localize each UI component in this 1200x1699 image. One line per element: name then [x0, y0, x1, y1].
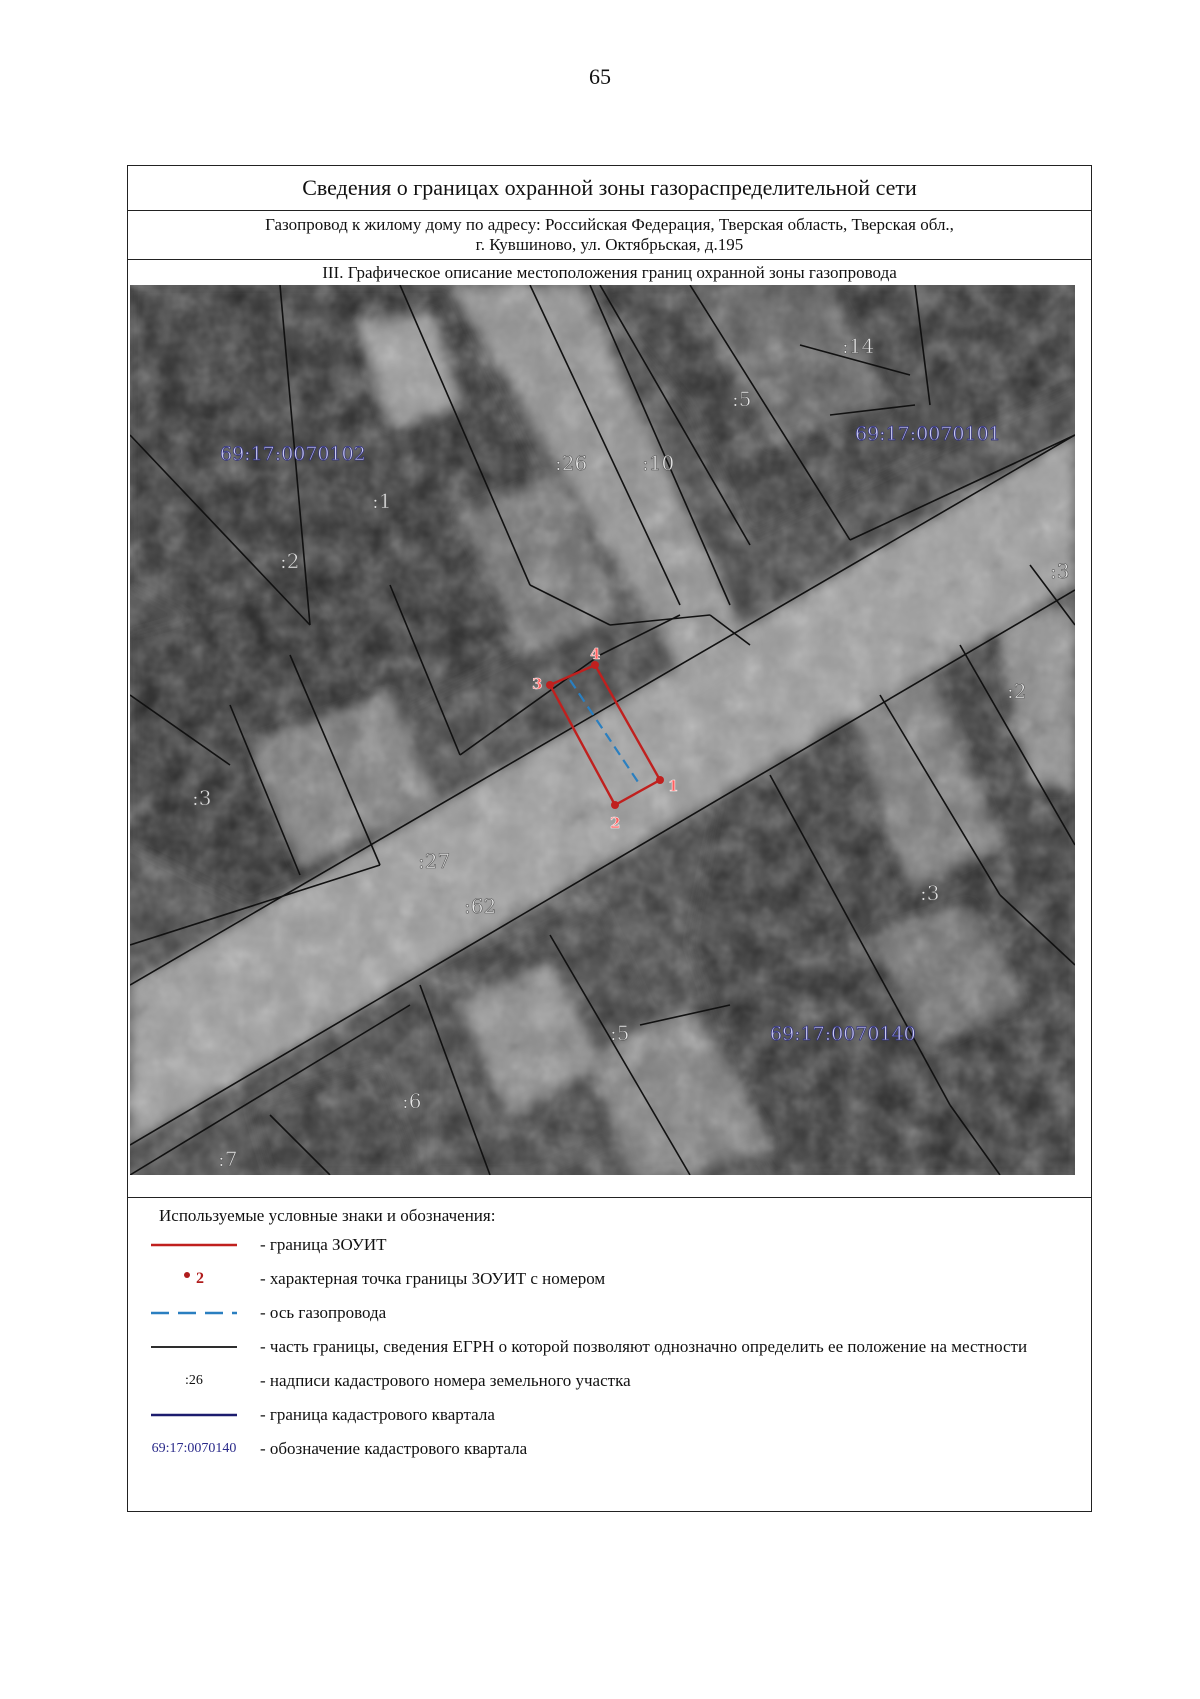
parcel-label-1: :1	[372, 489, 392, 513]
legend	[128, 1197, 1091, 1470]
legend-item-parcel-code	[128, 1368, 1091, 1402]
quarter-label-0070140: 69:17:0070140	[770, 1023, 916, 1045]
parcel-label-6: :6	[402, 1089, 422, 1113]
map-canvas	[130, 285, 1075, 1175]
navy-line-symbol	[128, 1402, 260, 1428]
point-number: 2	[196, 1270, 204, 1287]
zone-point-2[interactable]	[611, 801, 619, 809]
legend-text: - граница ЗОУИТ	[260, 1235, 387, 1254]
legend-text: - надписи кадастрового номера земельного участка	[260, 1371, 631, 1390]
red-point-symbol	[128, 1266, 260, 1292]
legend-item-zone-boundary	[128, 1232, 1091, 1266]
zone-point-3[interactable]	[546, 681, 554, 689]
parcel-label-2b: :2	[1007, 679, 1027, 703]
document-title: Сведения о границах охранной зоны газораспределительной сети	[128, 166, 1091, 211]
parcel-label-5b: :5	[610, 1021, 630, 1045]
parcel-label-7: :7	[218, 1147, 238, 1171]
legend-item-quarter-border	[128, 1402, 1091, 1436]
parcel-label-2a: :2	[280, 549, 300, 573]
address-line-1: Газопровод к жилому дому по адресу: Российская Федерация, Тверская область, Тверская обл.,	[265, 215, 954, 234]
legend-text: - граница кадастрового квартала	[260, 1405, 495, 1424]
legend-item-zone-point	[128, 1266, 1091, 1300]
parcel-label-14: :14	[842, 334, 875, 358]
object-address	[128, 211, 1091, 260]
document-frame	[127, 165, 1092, 1512]
parcel-label-27: :27	[418, 849, 451, 873]
parcel-label-3a: :3	[1050, 559, 1070, 583]
point-label-4: 4	[590, 645, 601, 663]
blue-dashed-line-symbol	[128, 1300, 260, 1326]
section-title: III. Графическое описание местоположения границ охранной зоны газопровода	[322, 262, 897, 282]
parcel-label-10: :10	[642, 451, 675, 475]
red-dot-icon	[184, 1272, 190, 1278]
point-label-1: 1	[668, 777, 679, 795]
parcel-label-62: :62	[464, 894, 497, 918]
legend-title: Используемые условные знаки и обозначения:	[159, 1206, 496, 1225]
legend-item-egrn-boundary	[128, 1334, 1091, 1368]
parcel-code-sample: :26	[185, 1373, 203, 1388]
imagery-texture	[130, 285, 1075, 1175]
parcel-label-5a: :5	[732, 387, 752, 411]
quarter-label-0070102: 69:17:0070102	[220, 443, 366, 465]
quarter-label-0070101: 69:17:0070101	[855, 423, 1001, 445]
page-number: 65	[589, 64, 611, 89]
point-label-3: 3	[532, 675, 543, 693]
point-label-2: 2	[610, 814, 621, 832]
red-line-symbol	[128, 1232, 260, 1258]
quarter-code-sample: 69:17:0070140	[151, 1441, 237, 1456]
parcel-code-symbol	[128, 1368, 260, 1394]
legend-text: - ось газопровода	[260, 1303, 387, 1322]
parcel-label-3c: :3	[920, 881, 940, 905]
legend-text: - обозначение кадастрового квартала	[260, 1439, 528, 1458]
address-line-2: г. Кувшиново, ул. Октябрьская, д.195	[475, 235, 744, 254]
legend-item-gas-axis	[128, 1300, 1091, 1334]
parcel-label-26: :26	[555, 451, 588, 475]
legend-text: - характерная точка границы ЗОУИТ с номером	[260, 1269, 606, 1288]
parcel-label-3b: :3	[192, 786, 212, 810]
quarter-label-symbol	[128, 1436, 260, 1462]
legend-text: - часть границы, сведения ЕГРН о которой позволяют однозначно определить ее положение на местности	[260, 1337, 1028, 1356]
zone-point-1[interactable]	[656, 776, 664, 784]
satellite-map[interactable]	[130, 285, 1075, 1175]
legend-item-quarter-label	[128, 1436, 1091, 1470]
black-line-symbol	[128, 1334, 260, 1360]
